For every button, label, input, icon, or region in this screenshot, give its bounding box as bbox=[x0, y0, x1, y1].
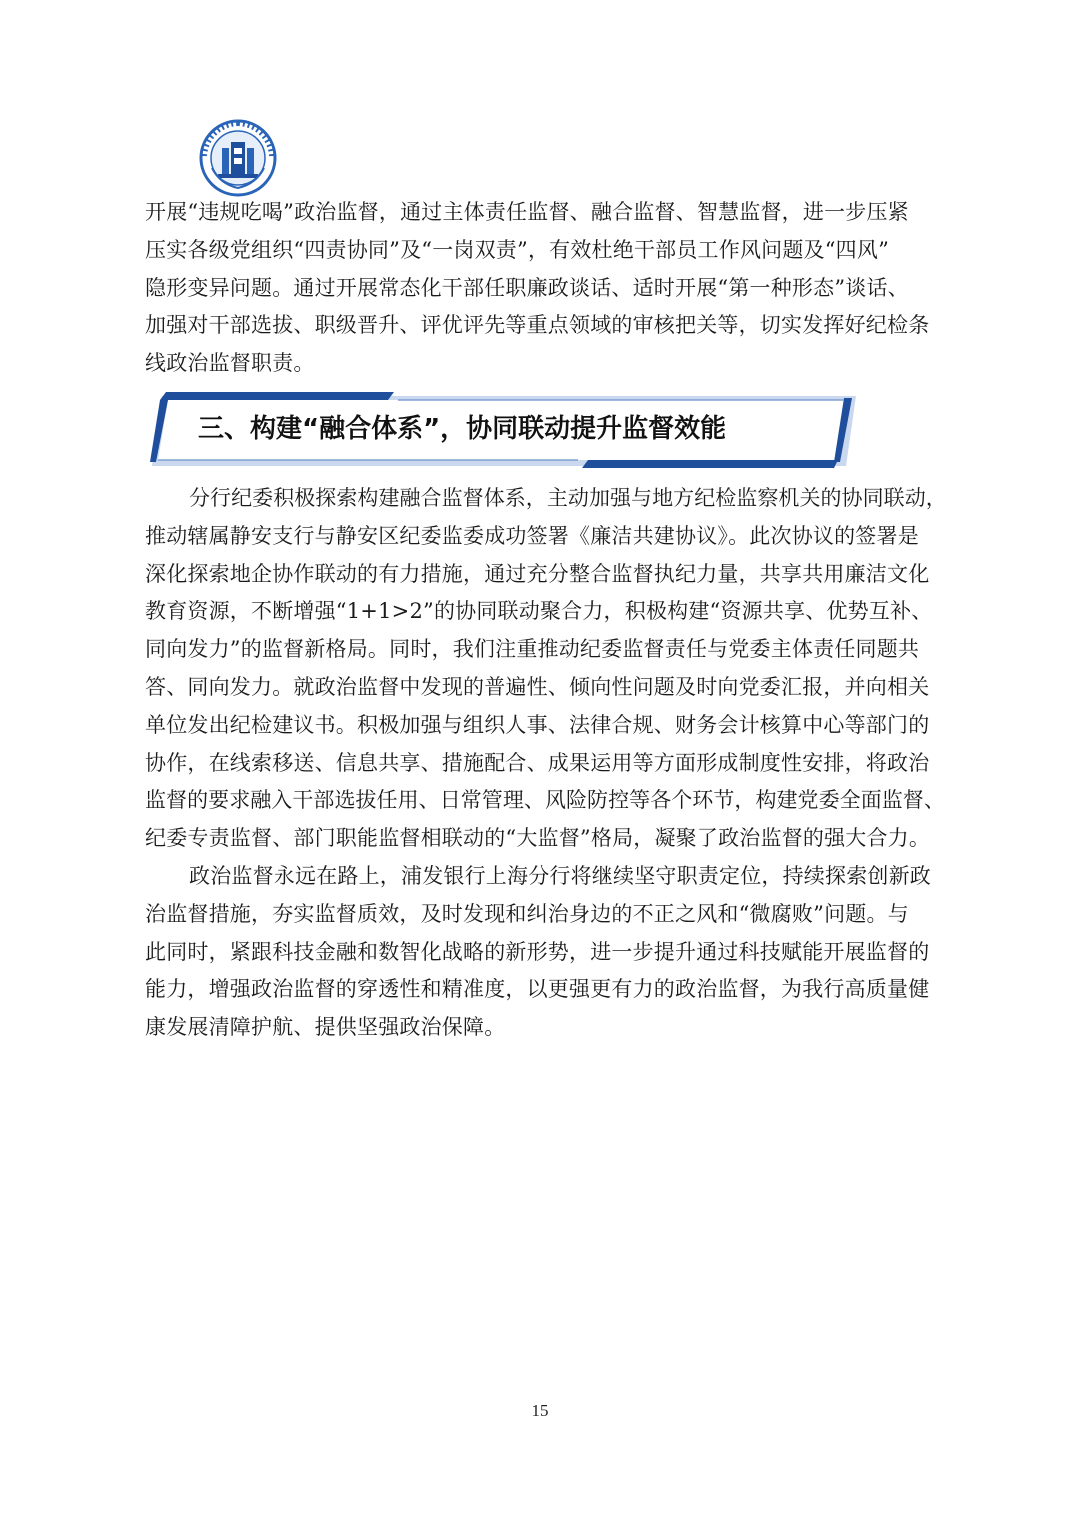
section-heading-banner bbox=[148, 388, 860, 470]
paragraph-line: 此同时，紧跟科技金融和数智化战略的新形势，进一步提升通过科技赋能开展监督的 bbox=[145, 939, 930, 964]
paragraph-line: 能力，增强政治监督的穿透性和精准度，以更强更有力的政治监督，为我行高质量健 bbox=[145, 977, 930, 1002]
paragraph-line: 纪委专责监督、部门职能监督相联动的“大监督”格局，凝聚了政治监督的强大合力。 bbox=[145, 826, 931, 851]
body-paragraph bbox=[145, 858, 950, 1047]
intro-paragraph bbox=[145, 194, 950, 383]
page-number: 15 bbox=[531, 1401, 549, 1420]
paragraph-line: 监督的要求融入干部选拔任用、日常管理、风险防控等各个环节，构建党委全面监督、 bbox=[145, 788, 945, 813]
body-paragraph bbox=[145, 480, 950, 858]
section-title: 三、构建“融合体系”，协同联动提升监督效能 bbox=[198, 414, 727, 444]
emblem-logo-icon bbox=[198, 118, 278, 198]
paragraph-line: 深化探索地企协作联动的有力措施，通过充分整合监督执纪力量，共享共用廉洁文化 bbox=[145, 561, 930, 586]
intro-line: 开展“违规吃喝”政治监督，通过主体责任监督、融合监督、智慧监督，进一步压紧 bbox=[145, 200, 909, 224]
intro-line: 隐形变异问题。通过开展常态化干部任职廉政谈话、适时开展“第一种形态”谈话、 bbox=[145, 275, 909, 300]
paragraph-line: 同向发力”的监督新格局。同时，我们注重推动纪委监督责任与党委主体责任同题共 bbox=[145, 637, 920, 662]
paragraph-line: 分行纪委积极探索构建融合监督体系，主动加强与地方纪检监察机关的协同联动， bbox=[189, 486, 947, 510]
paragraph-line: 协作，在线索移送、信息共享、措施配合、成果运用等方面形成制度性安排，将政治 bbox=[145, 750, 930, 775]
paragraph-line: 政治监督永远在路上，浦发银行上海分行将继续坚守职责定位，持续探索创新政 bbox=[189, 864, 931, 888]
intro-line: 线政治监督职责。 bbox=[145, 351, 315, 376]
paragraph-line: 答、同向发力。就政治监督中发现的普遍性、倾向性问题及时向党委汇报，并向相关 bbox=[145, 674, 930, 699]
paragraph-line: 推动辖属静安支行与静安区纪委监委成功签署《廉洁共建协议》。此次协议的签署是 bbox=[145, 523, 919, 548]
paragraph-line: 教育资源，不断增强“1+1>2”的协同联动聚合力，积极构建“资源共享、优势互补、 bbox=[145, 599, 933, 624]
paragraph-line: 单位发出纪检建议书。积极加强与组织人事、法律合规、财务会计核算中心等部门的 bbox=[145, 712, 930, 737]
intro-line: 压实各级党组织“四责协同”及“一岗双责”，有效杜绝干部员工作风问题及“四风” bbox=[145, 237, 890, 262]
paragraph-line: 治监督措施，夯实监督质效，及时发现和纠治身边的不正之风和“微腐败”问题。与 bbox=[145, 901, 909, 926]
intro-line: 加强对干部选拔、职级晋升、评优评先等重点领域的审核把关等，切实发挥好纪检条 bbox=[145, 313, 930, 338]
paragraph-line: 康发展清障护航、提供坚强政治保障。 bbox=[145, 1015, 506, 1040]
